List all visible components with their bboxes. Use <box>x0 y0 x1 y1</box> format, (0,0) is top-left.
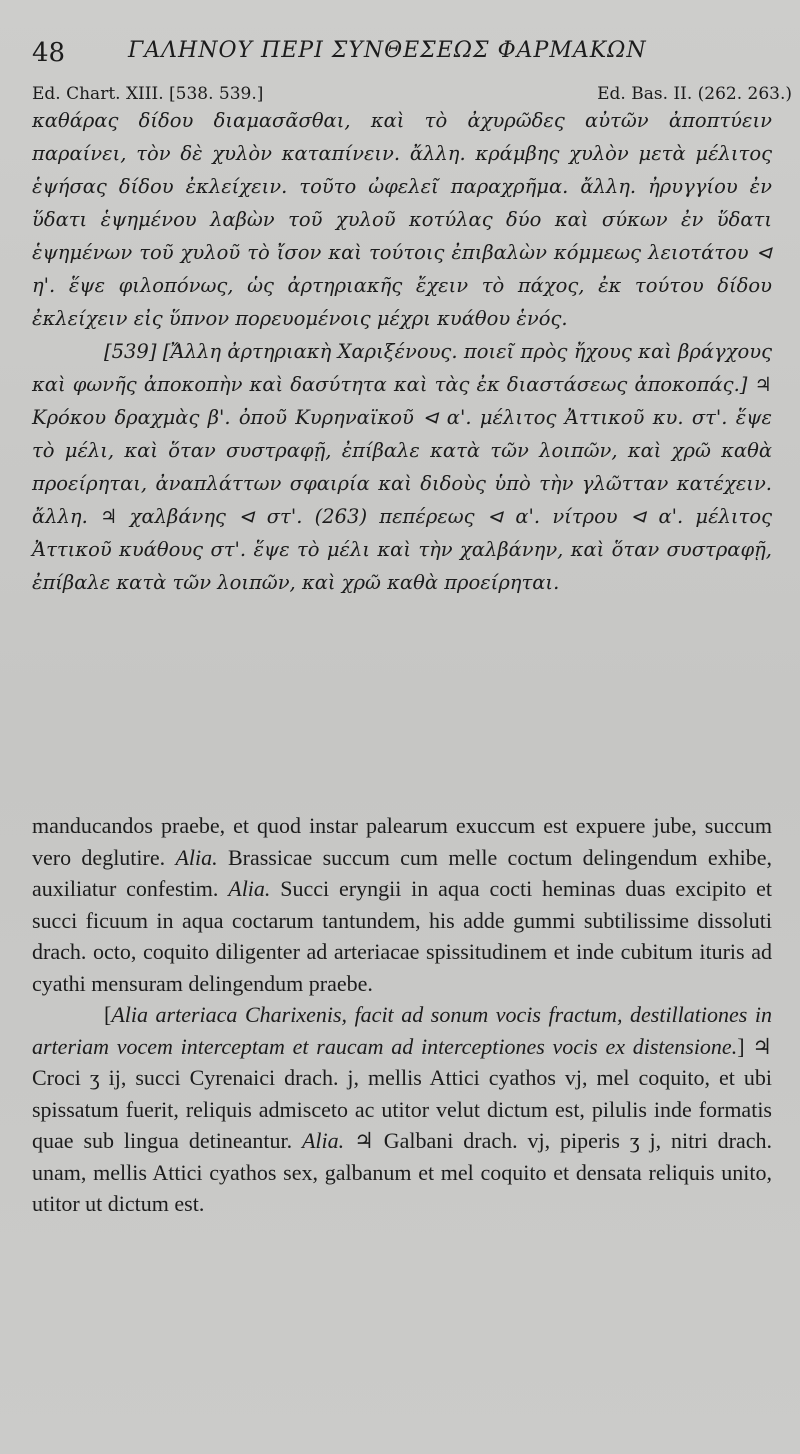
latin-text: Succi eryngii in aqua cocti heminas duas excipito et succi ficuum in aqua coctarum tantundem, his adde gummi subtilissime dissoluti drach. octo, coquito diligenter ad arteriacae spissitudinem et inde cubitum ituris ad cyathi mensuram delingendum praebe. <box>32 876 772 996</box>
latin-text: manducandos praebe, et quod instar palearum exuccum est expuere jube, succum vero deglutire. <box>32 813 772 870</box>
latin-alia-heading: Alia. <box>175 844 218 870</box>
edition-reference-basel: Ed. Bas. II. (262. 263.) <box>597 84 792 104</box>
latin-translation <box>32 810 772 1220</box>
latin-bracket: ] <box>737 1033 745 1059</box>
latin-alia-heading: Alia. <box>228 876 271 901</box>
page-header <box>32 32 772 72</box>
latin-text: ♃ Croci ʒ ij, succi Cyrenaici drach. j, mellis Attici cyathos vj, mel coquito, et ubi spissatum fuerit, reliquis admisceto ac utitor velut dictum est, pilulis inde formatis quae sub lingua detineantur. <box>32 1033 772 1153</box>
page-number: 48 <box>32 38 66 68</box>
greek-paragraph: καθάρας δίδου διαμασᾶσθαι, καὶ τὸ ἀχυρῶδες αὐτῶν ἀποπτύειν παραίνει, τὸν δὲ χυλὸν καταπίνειν. ἄλλη. κράμβης χυλὸν μετὰ μέλιτος ἑψήσας δίδου ἐκλείχειν. τοῦτο ὠφελεῖ παραχρῆμα. ἄλλη. ἠρυγγίου ἐν ὕδατι ἑψημένου λαβὼν τοῦ χυλοῦ κοτύλας δύο καὶ σύκων ἐν ὕδατι ἑψημένων τοῦ χυλοῦ τὸ ἴσον καὶ τούτοις ἐπιβαλὼν κόμμεως λειοτάτου ⊲ η'. ἕψε φιλοπόνως, ὡς ἀρτηριακῆς ἔχειν τὸ πάχος, ἐκ τούτου δίδου ἐκλείχειν εἰς ὕπνον πορευομένοις μέχρι κυάθου ἑνός. <box>32 109 772 330</box>
latin-paragraph <box>32 999 772 1220</box>
latin-recipe-title: Alia arteriaca Charixenis, facit ad sonum vocis fractum, destillationes in arteriam vocem interceptam et raucam ad interceptiones vocis ex distensione. <box>32 1002 772 1059</box>
latin-text: Brassicae succum cum melle coctum delingendum exhibe, auxiliatur confestim. <box>32 844 772 901</box>
latin-bracket: [ <box>104 1002 112 1027</box>
greek-paragraph: [539] [Ἄλλη ἀρτηριακὴ Χαριξένους. ποιεῖ πρὸς ἤχους καὶ βράγχους καὶ φωνῆς ἀποκοπὴν καὶ δασύτητα καὶ τὰς ἐκ διαστάσεως ἀποκοπάς.] ♃ Κρόκου δραχμὰς β'. ὀποῦ Κυρηναϊκοῦ ⊲ α'. μέλιτος Ἀττικοῦ κυ. στ'. ἕψε τὸ μέλι, καὶ ὅταν συστραφῇ, ἐπίβαλε κατὰ τῶν λοιπῶν, καὶ χρῶ καθὰ προείρηται, ἀναπλάττων σφαιρία καὶ διδοὺς ὑπὸ τὴν γλῶτταν κατέχειν. ἄλλη. ♃ χαλβάνης ⊲ στ'. (263) πεπέρεως ⊲ α'. νίτρου ⊲ α'. μέλιτος Ἀττικοῦ κυάθους στ'. ἕψε τὸ μέλι καὶ τὴν χαλβάνην, καὶ ὅταν συστραφῇ, ἐπίβαλε κατὰ τῶν λοιπῶν, καὶ χρῶ καθὰ προείρηται. <box>32 340 772 594</box>
latin-paragraph <box>32 810 772 999</box>
running-title: ΓΑΛΗΝΟΥ ΠΕΡΙ ΣΥΝΘΕΣΕΩΣ ΦΑΡΜΑΚΩΝ <box>128 38 647 63</box>
latin-text: ♃ Galbani drach. vj, piperis ʒ j, nitri drach. unam, mellis Attici cyathos sex, galbanum et mel coquito et densata reliquis unito, utitor ut dictum est. <box>32 1128 772 1216</box>
edition-reference-chartier: Ed. Chart. XIII. [538. 539.] <box>32 84 264 104</box>
greek-text <box>32 104 772 599</box>
latin-alia-heading: Alia. <box>301 1128 345 1153</box>
